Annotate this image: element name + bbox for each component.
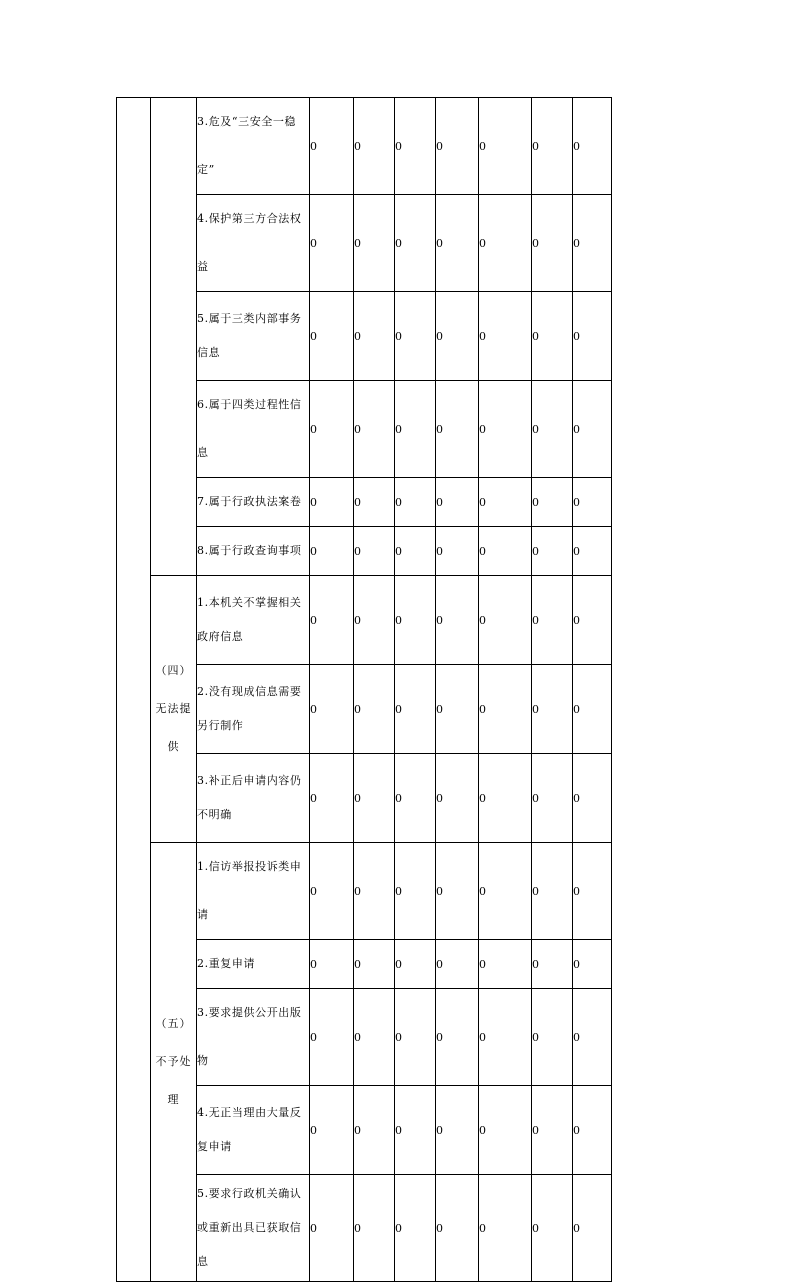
- value-cell: 0: [479, 381, 532, 478]
- value-cell: 0: [354, 1086, 395, 1175]
- value-cell: 0: [395, 754, 436, 843]
- value-cell: 0: [395, 292, 436, 381]
- value-cell: 0: [532, 527, 573, 576]
- value-cell: 0: [310, 754, 354, 843]
- value-cell: 0: [436, 665, 479, 754]
- value-cell: 0: [573, 940, 612, 989]
- value-cell: 0: [310, 478, 354, 527]
- value-cell: 0: [573, 195, 612, 292]
- value-cell: 0: [310, 1175, 354, 1282]
- value-cell: 0: [310, 381, 354, 478]
- not-handled-category-cell: [151, 843, 197, 1282]
- value-cell: 0: [395, 478, 436, 527]
- value-cell: 0: [532, 843, 573, 940]
- value-cell: 0: [479, 478, 532, 527]
- row-label: 2.重复申请: [197, 940, 310, 989]
- value-cell: 0: [436, 576, 479, 665]
- value-cell: 0: [532, 754, 573, 843]
- value-cell: 0: [573, 576, 612, 665]
- row-label: 5.属于三类内部事务信息: [197, 292, 310, 381]
- value-cell: 0: [479, 940, 532, 989]
- value-cell: 0: [573, 665, 612, 754]
- value-cell: 0: [395, 989, 436, 1086]
- value-cell: 0: [479, 1086, 532, 1175]
- value-cell: 0: [573, 1086, 612, 1175]
- value-cell: 0: [573, 98, 612, 195]
- value-cell: 0: [310, 989, 354, 1086]
- value-cell: 0: [573, 989, 612, 1086]
- row-label: 4.无正当理由大量反复申请: [197, 1086, 310, 1175]
- value-cell: 0: [436, 843, 479, 940]
- row-label: 8.属于行政查询事项: [197, 527, 310, 576]
- value-cell: 0: [395, 527, 436, 576]
- row-label: 6.属于四类过程性信息: [197, 381, 310, 478]
- value-cell: 0: [479, 98, 532, 195]
- value-cell: 0: [310, 527, 354, 576]
- table-row: [117, 98, 612, 195]
- value-cell: 0: [436, 1175, 479, 1282]
- value-cell: 0: [354, 576, 395, 665]
- value-cell: 0: [479, 527, 532, 576]
- category-number: （四）: [155, 664, 192, 677]
- value-cell: 0: [532, 665, 573, 754]
- value-cell: 0: [532, 1086, 573, 1175]
- disclosure-statistics-table: [116, 97, 612, 1282]
- value-cell: 0: [479, 576, 532, 665]
- value-cell: 0: [532, 1175, 573, 1282]
- value-cell: 0: [354, 527, 395, 576]
- row-label: 3.补正后申请内容仍不明确: [197, 754, 310, 843]
- value-cell: 0: [310, 665, 354, 754]
- value-cell: 0: [573, 1175, 612, 1282]
- value-cell: 0: [354, 665, 395, 754]
- value-cell: 0: [479, 292, 532, 381]
- row-label: 2.没有现成信息需要另行制作: [197, 665, 310, 754]
- value-cell: 0: [573, 478, 612, 527]
- value-cell: 0: [436, 940, 479, 989]
- value-cell: 0: [395, 665, 436, 754]
- value-cell: 0: [310, 940, 354, 989]
- value-cell: 0: [532, 381, 573, 478]
- value-cell: 0: [573, 843, 612, 940]
- value-cell: 0: [310, 195, 354, 292]
- outer-category-cell: [117, 98, 151, 1282]
- value-cell: 0: [479, 1175, 532, 1282]
- value-cell: 0: [436, 195, 479, 292]
- value-cell: 0: [532, 989, 573, 1086]
- value-cell: 0: [395, 940, 436, 989]
- value-cell: 0: [354, 478, 395, 527]
- cannot-provide-category-cell: [151, 576, 197, 843]
- value-cell: 0: [354, 940, 395, 989]
- continued-category-cell: [151, 98, 197, 576]
- row-label: 5.要求行政机关确认或重新出具已获取信息: [197, 1175, 310, 1282]
- value-cell: 0: [532, 292, 573, 381]
- row-label: 4.保护第三方合法权益: [197, 195, 310, 292]
- value-cell: 0: [395, 1175, 436, 1282]
- value-cell: 0: [395, 195, 436, 292]
- table-row: [117, 843, 612, 940]
- value-cell: 0: [573, 527, 612, 576]
- value-cell: 0: [532, 195, 573, 292]
- value-cell: 0: [354, 754, 395, 843]
- value-cell: 0: [573, 292, 612, 381]
- category-title: 不予处理: [155, 1055, 192, 1106]
- row-label: 1.本机关不掌握相关政府信息: [197, 576, 310, 665]
- row-label: 1.信访举报投诉类申请: [197, 843, 310, 940]
- value-cell: 0: [395, 381, 436, 478]
- value-cell: 0: [479, 754, 532, 843]
- value-cell: 0: [436, 98, 479, 195]
- value-cell: 0: [395, 843, 436, 940]
- category-number: （五）: [155, 1017, 192, 1030]
- value-cell: 0: [310, 292, 354, 381]
- value-cell: 0: [479, 665, 532, 754]
- category-title: 无法提供: [155, 702, 192, 753]
- value-cell: 0: [436, 1086, 479, 1175]
- value-cell: 0: [395, 98, 436, 195]
- value-cell: 0: [354, 98, 395, 195]
- value-cell: 0: [354, 381, 395, 478]
- value-cell: 0: [395, 1086, 436, 1175]
- value-cell: 0: [479, 843, 532, 940]
- value-cell: 0: [436, 527, 479, 576]
- value-cell: 0: [354, 1175, 395, 1282]
- row-label: 7.属于行政执法案卷: [197, 478, 310, 527]
- value-cell: 0: [436, 754, 479, 843]
- value-cell: 0: [479, 195, 532, 292]
- value-cell: 0: [354, 292, 395, 381]
- value-cell: 0: [354, 989, 395, 1086]
- value-cell: 0: [395, 576, 436, 665]
- value-cell: 0: [436, 478, 479, 527]
- value-cell: 0: [532, 576, 573, 665]
- row-label: 3.要求提供公开出版物: [197, 989, 310, 1086]
- value-cell: 0: [310, 576, 354, 665]
- table-row: [117, 576, 612, 665]
- value-cell: 0: [354, 843, 395, 940]
- value-cell: 0: [573, 754, 612, 843]
- value-cell: 0: [310, 98, 354, 195]
- value-cell: 0: [436, 292, 479, 381]
- value-cell: 0: [532, 940, 573, 989]
- value-cell: 0: [310, 843, 354, 940]
- value-cell: 0: [479, 989, 532, 1086]
- value-cell: 0: [436, 381, 479, 478]
- value-cell: 0: [573, 381, 612, 478]
- value-cell: 0: [532, 478, 573, 527]
- value-cell: 0: [436, 989, 479, 1086]
- value-cell: 0: [532, 98, 573, 195]
- value-cell: 0: [310, 1086, 354, 1175]
- value-cell: 0: [354, 195, 395, 292]
- row-label: 3.危及“三安全一稳定”: [197, 98, 310, 195]
